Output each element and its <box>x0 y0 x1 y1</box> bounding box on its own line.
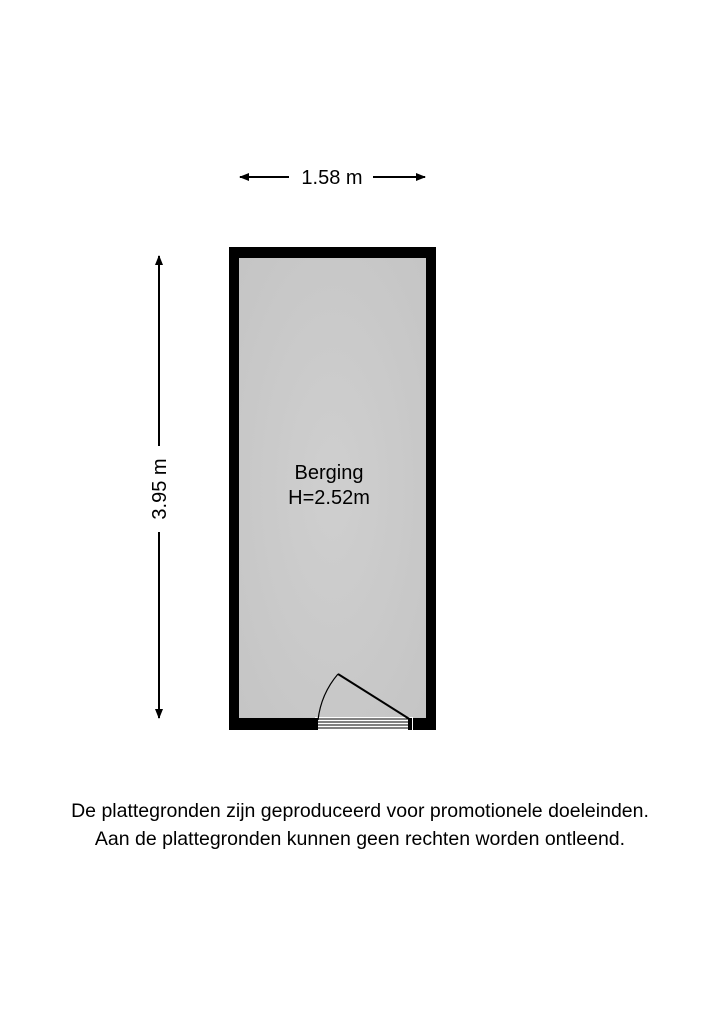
height-label: 3.95 m <box>149 458 171 520</box>
width-label: 1.58 m <box>301 167 363 189</box>
room-name: Berging <box>294 462 364 484</box>
disclaimer <box>0 797 720 853</box>
disclaimer-line-1: De plattegronden zijn geproduceerd voor promotionele doeleinden. <box>71 800 649 822</box>
disclaimer-line-2: Aan de plattegronden kunnen geen rechten worden ontleend. <box>94 828 626 850</box>
width-dimension <box>240 167 425 189</box>
room-height: H=2.52m <box>288 487 370 509</box>
height-dimension <box>149 256 171 718</box>
room-berging <box>229 247 436 731</box>
